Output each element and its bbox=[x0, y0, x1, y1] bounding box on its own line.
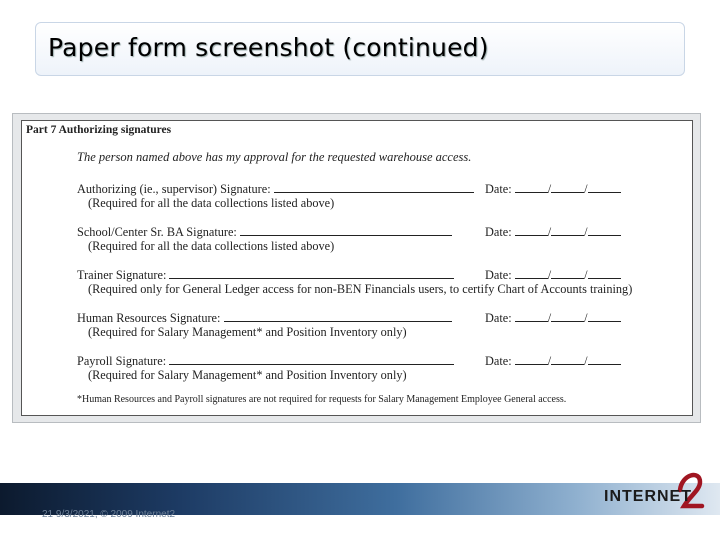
requirement-note: (Required only for General Ledger access for non-BEN Financials users, to certify Chart of Accounts training) bbox=[88, 282, 633, 296]
logo-wordmark: INTERNET bbox=[604, 488, 692, 505]
signature-blank bbox=[169, 353, 454, 365]
signature-label: Authorizing (ie., supervisor) Signature: bbox=[77, 182, 271, 196]
signature-label: Trainer Signature: bbox=[77, 268, 167, 282]
requirement-note: (Required for Salary Management* and Position Inventory only) bbox=[88, 368, 407, 382]
date-label: Date: bbox=[485, 354, 512, 368]
signature-blank bbox=[240, 224, 452, 236]
signature-label: Human Resources Signature: bbox=[77, 311, 221, 325]
signature-blank bbox=[169, 267, 454, 279]
slide-title: Paper form screenshot (continued) bbox=[48, 33, 489, 62]
date-label: Date: bbox=[485, 225, 512, 239]
requirement-note: (Required for Salary Management* and Position Inventory only) bbox=[88, 325, 407, 339]
footer-slide-info: 21 9/3/2021, © 2009 Internet2 bbox=[42, 509, 176, 520]
requirement-note: (Required for all the data collections listed above) bbox=[88, 196, 335, 210]
internet2-logo bbox=[602, 466, 712, 526]
date-label: Date: bbox=[485, 311, 512, 325]
signature-label: Payroll Signature: bbox=[77, 354, 167, 368]
approval-statement: The person named above has my approval for the requested warehouse access. bbox=[77, 150, 472, 164]
title-box bbox=[35, 22, 685, 76]
signature-blank bbox=[274, 181, 474, 193]
signature-label: School/Center Sr. BA Signature: bbox=[77, 225, 237, 239]
signature-blank bbox=[224, 310, 452, 322]
requirement-note: (Required for all the data collections listed above) bbox=[88, 239, 335, 253]
form-panel: Part 7 Authorizing signatures The person named above has my approval for the requested warehouse access. Authorizing (ie., supervisor) Signature: Date: / / (Required for all the data collections listed above) School/Center Sr. BA Signature: Date: / / (Required for all the data collections listed above) Trainer Signature: Date: / / (Required only for General Ledger access for non-BEN Financials users, to certify Chart of Accounts training) Human Resources Signature: Date: / / (Required for Salary Management* and Position Inventory only) Payroll Signature: Date: / / (Required for Salary Management* and Position Inventory only) *Human Resources and Payroll signatures are not required for requests for Salary Management Employee General access. bbox=[21, 120, 693, 416]
date-label: Date: bbox=[485, 182, 512, 196]
date-label: Date: bbox=[485, 268, 512, 282]
form-screenshot bbox=[12, 113, 701, 423]
part-heading: Part 7 Authorizing signatures bbox=[26, 124, 172, 136]
footnote: *Human Resources and Payroll signatures are not required for requests for Salary Management Employee General access. bbox=[77, 394, 567, 405]
